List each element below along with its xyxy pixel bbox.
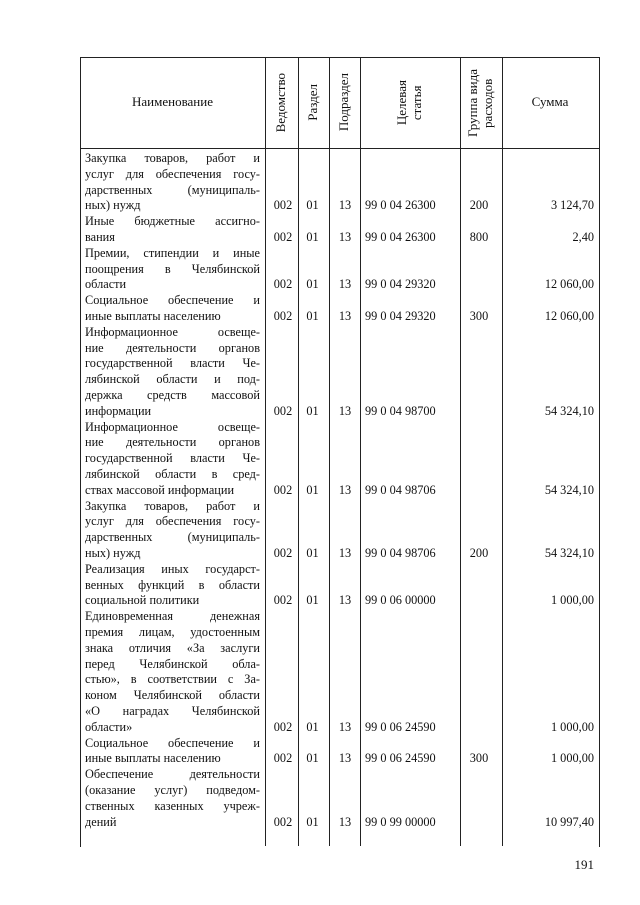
row-name-line: Информационное освеще-	[85, 324, 260, 339]
row-name-line: Иные бюджетные ассигно-	[85, 214, 260, 229]
row-podrazdel: 13	[338, 229, 352, 244]
row-name-line: ных) нужд	[85, 545, 141, 560]
row-podrazdel: 13	[338, 593, 352, 608]
table-row	[80, 293, 598, 325]
row-name-line: Единовременная денежная	[85, 609, 260, 624]
row-name	[85, 767, 260, 830]
row-celevaya: 99 0 04 29320	[365, 277, 436, 292]
row-razdel: 01	[306, 719, 319, 734]
row-vedomstvo: 002	[273, 229, 293, 244]
row-celevaya: 99 0 06 24590	[365, 719, 436, 734]
row-name-line: иные выплаты населению	[85, 308, 221, 323]
row-name-line: ных) нужд	[85, 198, 141, 213]
row-name-line: ние деятельности органов	[85, 340, 260, 355]
row-name-line: Закупка товаров, работ и	[85, 498, 260, 513]
row-podrazdel: 13	[338, 814, 352, 829]
row-celevaya: 99 0 99 00000	[365, 814, 436, 829]
row-podrazdel: 13	[338, 719, 352, 734]
table-row	[80, 246, 598, 293]
row-vedomstvo: 002	[273, 593, 293, 608]
row-summa: 1 000,00	[550, 593, 594, 608]
row-summa: 1 000,00	[550, 751, 594, 766]
row-vedomstvo: 002	[273, 719, 293, 734]
table-row	[80, 499, 598, 562]
row-name-line: премия лицам, удостоенным	[85, 624, 260, 639]
row-name	[85, 246, 260, 293]
row-razdel: 01	[306, 229, 319, 244]
row-name-line: держка средств массовой	[85, 387, 260, 402]
row-podrazdel: 13	[338, 308, 352, 323]
row-razdel: 01	[306, 814, 319, 829]
row-summa: 2,40	[572, 229, 594, 244]
row-name-line: лябинской области и под-	[85, 372, 260, 387]
table-row	[80, 736, 598, 768]
row-name-line: услуг для обеспечения госу-	[85, 166, 260, 181]
row-name-line: дарственных (муниципаль-	[85, 530, 260, 545]
row-razdel: 01	[306, 545, 319, 560]
row-name-line: лябинской области в сред-	[85, 466, 260, 481]
row-name	[85, 214, 260, 246]
row-name-line: Информационное освеще-	[85, 419, 260, 434]
row-vedomstvo: 002	[273, 277, 293, 292]
row-name-line: информации	[85, 403, 152, 418]
row-summa: 54 324,10	[544, 545, 594, 560]
row-name-line: поощрения в Челябинской	[85, 261, 260, 276]
row-name-line: (оказание услуг) подведом-	[85, 782, 260, 797]
row-summa: 54 324,10	[544, 403, 594, 418]
row-celevaya: 99 0 04 98700	[365, 403, 436, 418]
row-name-line: дарственных (муниципаль-	[85, 182, 260, 197]
table-row	[80, 420, 598, 499]
row-podrazdel: 13	[338, 198, 352, 213]
row-name	[85, 736, 260, 768]
row-vedomstvo: 002	[273, 751, 293, 766]
row-razdel: 01	[306, 482, 319, 497]
row-name-line: Премии, стипендии и иные	[85, 245, 260, 260]
row-name	[85, 293, 260, 325]
page-number: 191	[574, 857, 594, 872]
row-gruppa: 300	[469, 751, 489, 766]
row-vedomstvo: 002	[273, 308, 293, 323]
row-celevaya: 99 0 04 26300	[365, 229, 436, 244]
row-podrazdel: 13	[338, 482, 352, 497]
row-name-line: Обеспечение деятельности	[85, 767, 260, 782]
table-row	[80, 151, 598, 214]
row-celevaya: 99 0 04 26300	[365, 198, 436, 213]
row-name-line: услуг для обеспечения госу-	[85, 514, 260, 529]
row-name	[85, 499, 260, 562]
row-name-line: государственной власти Че-	[85, 451, 260, 466]
row-name-line: иные выплаты населению	[85, 751, 221, 766]
row-razdel: 01	[306, 277, 319, 292]
row-celevaya: 99 0 04 98706	[365, 545, 436, 560]
row-razdel: 01	[306, 593, 319, 608]
row-summa: 3 124,70	[550, 198, 594, 213]
row-name	[85, 151, 260, 214]
row-name-line: перед Челябинской обла-	[85, 656, 260, 671]
row-celevaya: 99 0 04 29320	[365, 308, 436, 323]
row-podrazdel: 13	[338, 403, 352, 418]
row-summa: 54 324,10	[544, 482, 594, 497]
table-row	[80, 767, 598, 830]
row-name	[85, 325, 260, 420]
row-vedomstvo: 002	[273, 814, 293, 829]
header-divider	[80, 148, 599, 149]
row-summa: 1 000,00	[550, 719, 594, 734]
table-row	[80, 609, 598, 735]
row-name	[85, 562, 260, 609]
row-name-line: вания	[85, 229, 115, 244]
header-celevaya: Целевая статья	[394, 79, 424, 126]
row-name-line: дений	[85, 814, 117, 829]
header-vedomstvo: Ведомство	[273, 72, 289, 133]
row-celevaya: 99 0 06 00000	[365, 593, 436, 608]
row-name	[85, 609, 260, 735]
row-podrazdel: 13	[338, 277, 352, 292]
row-gruppa: 200	[469, 198, 489, 213]
row-name-line: Социальное обеспечение и	[85, 735, 260, 750]
row-name-line: ственных казенных учреж-	[85, 798, 260, 813]
row-podrazdel: 13	[338, 751, 352, 766]
row-summa: 10 997,40	[544, 814, 594, 829]
row-name-line: государственной власти Че-	[85, 356, 260, 371]
header-gruppa: Группа вида расходов	[465, 68, 495, 137]
row-name-line: стью», в соответствии с За-	[85, 672, 260, 687]
row-summa: 12 060,00	[544, 308, 594, 323]
row-name-line: области»	[85, 719, 133, 734]
row-gruppa: 200	[469, 545, 489, 560]
row-name-line: «О наградах Челябинской	[85, 703, 260, 718]
header-podrazdel: Подраздел	[336, 73, 352, 132]
row-gruppa: 300	[469, 308, 489, 323]
row-podrazdel: 13	[338, 545, 352, 560]
table-row	[80, 562, 598, 609]
row-razdel: 01	[306, 308, 319, 323]
row-name-line: ние деятельности органов	[85, 435, 260, 450]
row-name-line: ствах массовой информации	[85, 482, 235, 497]
row-razdel: 01	[306, 403, 319, 418]
row-name-line: области	[85, 277, 127, 292]
row-name-line: Социальное обеспечение и	[85, 293, 260, 308]
row-name	[85, 420, 260, 499]
row-vedomstvo: 002	[273, 198, 293, 213]
table-row	[80, 214, 598, 246]
row-name-line: коном Челябинской области	[85, 688, 260, 703]
row-razdel: 01	[306, 198, 319, 213]
row-name-line: венных функций в области	[85, 577, 260, 592]
row-name-line: знака отличия «За заслуги	[85, 640, 260, 655]
header-razdel: Раздел	[305, 84, 321, 121]
row-name-line: Закупка товаров, работ и	[85, 151, 260, 165]
row-vedomstvo: 002	[273, 545, 293, 560]
row-summa: 12 060,00	[544, 277, 594, 292]
row-name-line: Реализация иных государст-	[85, 561, 260, 576]
row-vedomstvo: 002	[273, 403, 293, 418]
header-summa: Сумма	[531, 94, 569, 110]
row-vedomstvo: 002	[273, 482, 293, 497]
row-gruppa: 800	[469, 229, 489, 244]
header-name: Наименование	[132, 94, 213, 110]
row-razdel: 01	[306, 751, 319, 766]
row-name-line: социальной политики	[85, 593, 200, 608]
table-row	[80, 325, 598, 420]
row-celevaya: 99 0 04 98706	[365, 482, 436, 497]
row-celevaya: 99 0 06 24590	[365, 751, 436, 766]
